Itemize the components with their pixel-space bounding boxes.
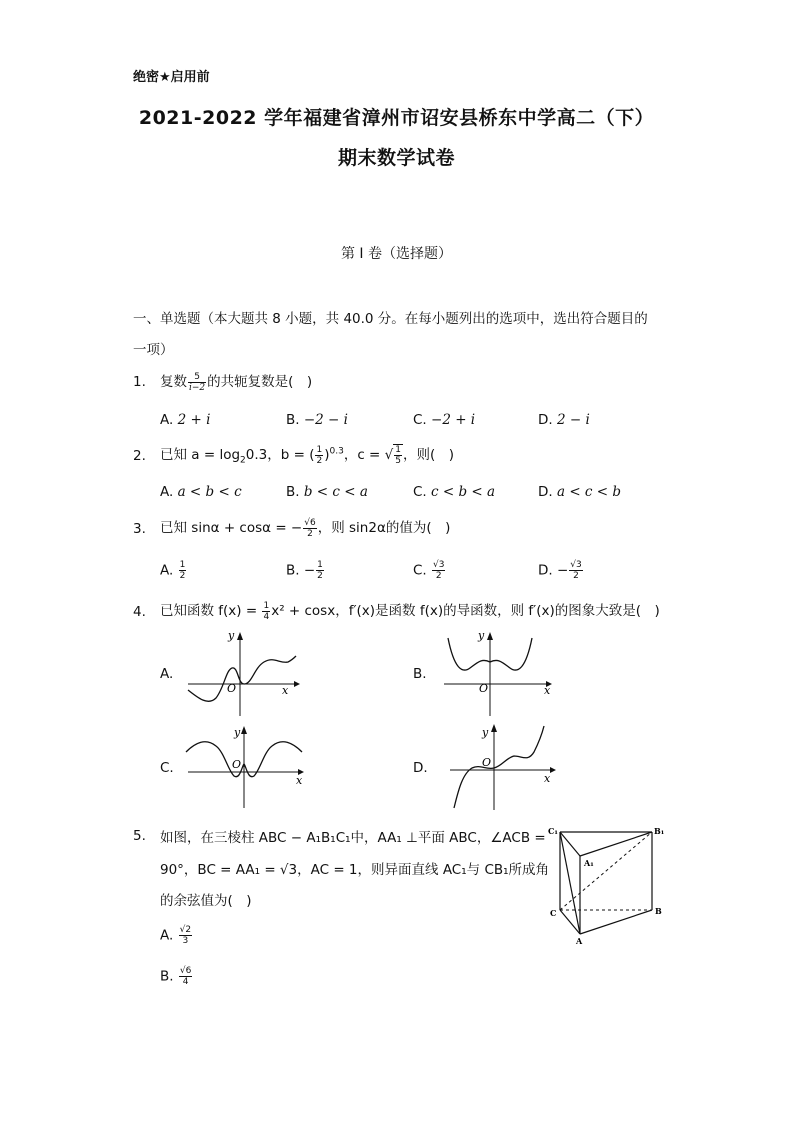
q2-mid: 0.3，b = ( [245,447,315,463]
q2-frac-num: 1 [316,444,323,455]
option-text: 2 + i [177,412,211,428]
edge-ab [580,910,652,934]
option-label: C. [413,562,427,579]
q2-log-base: 2 [240,455,246,466]
frac-den: 2 [435,571,442,581]
edge-a1b1 [580,832,652,856]
q4-option-a[interactable]: A. [160,666,174,682]
label-b1: B₁ [654,826,665,836]
q4-frac-den: 4 [263,611,270,622]
q3-frac-den: 2 [307,528,313,539]
q1-option-b[interactable] [286,412,348,428]
diag-cb1 [560,832,652,910]
q4-pre: 已知函数 f(x) = [160,603,262,619]
frac-den: 2 [317,571,323,581]
q2-option-a[interactable] [160,484,242,500]
question-number: 4. [133,604,146,620]
curve [188,656,296,701]
curve [454,726,544,808]
frac-num: √2 [179,925,192,935]
q1-option-a[interactable] [160,412,210,428]
option-text: a < c < b [556,484,622,500]
q4-post: x² + cosx，f′(x)是函数 f(x)的导函数，则 f′(x)的图象大致是( ) [271,603,660,619]
q2-c-part: ，c = [343,447,385,463]
x-arrow [294,681,300,687]
q3-post: ，则 sin2α的值为( ) [317,520,451,536]
section-heading-line1: 一、单选题（本大题共 8 小题，共 40.0 分。在每小题列出的选项中，选出符合题目的 [133,311,648,327]
option-label: C. [413,484,427,500]
q2-option-c[interactable] [413,484,495,500]
q5-option-b[interactable] [160,966,193,987]
graph-c[interactable] [182,722,306,812]
q1-option-d[interactable] [538,412,590,428]
x-arrow [550,767,556,773]
label-a: A [576,936,583,946]
q1-post: 的共轭复数是( ) [207,374,313,390]
frac-den: 2 [573,571,579,581]
x-label: x [296,774,303,787]
graph-a[interactable] [180,628,300,718]
section-heading-line2: 一项） [133,342,174,358]
option-text: a < b < c [177,484,242,500]
edge-c1a1 [560,832,580,856]
origin-label: O [227,682,237,695]
q3-option-a[interactable] [160,560,187,581]
q2-frac-den: 2 [316,455,323,466]
option-fraction [179,925,192,946]
option-text: b < c < a [303,484,368,500]
y-arrow [487,632,493,640]
q4-frac-num: 1 [263,600,270,611]
option-label: A. [160,412,174,428]
option-sign: − [556,562,569,579]
label-c: C [550,908,557,918]
frac-num: √6 [179,966,192,976]
x-label: x [544,772,551,785]
q4-option-b[interactable]: B. [413,666,427,682]
option-fraction [316,560,324,581]
option-fraction [179,966,192,987]
question-number: 3. [133,521,146,537]
option-text: 2 − i [556,412,590,428]
question-5-line1: 如图，在三棱柱 ABC − A₁B₁C₁中，AA₁ ⊥平面 ABC，∠ACB = [160,830,546,846]
secret-label: 绝密★启用前 [133,70,210,85]
frac-num: √3 [570,560,582,570]
y-arrow [237,632,243,640]
origin-label: O [482,756,492,769]
q2-option-b[interactable] [286,484,368,500]
option-sign: − [303,562,316,579]
q5-option-a[interactable] [160,925,193,946]
option-fraction [569,560,582,581]
option-label: C. [413,412,427,428]
label-b: B [655,906,662,916]
q2-paren: ) [324,447,330,463]
q3-option-b[interactable] [286,560,325,581]
origin-label: O [479,682,489,695]
q2-power: 0.3 [329,446,344,457]
option-label: B. [286,484,300,500]
frac-den: 4 [182,977,189,987]
x-label: x [282,684,289,697]
question-1-stem [160,370,312,393]
q2-root: √ $\frac{1}{5}$ [384,444,401,466]
exam-title-line2: 期末数学试卷 [337,147,455,169]
option-fraction [179,560,187,581]
y-label: y [478,629,485,642]
question-number: 2. [133,448,146,464]
frac-num: 1 [317,560,323,570]
q1-option-c[interactable] [413,412,475,428]
label-c1: C₁ [548,826,558,836]
q1-pre: 复数 [160,374,187,390]
frac-num: 1 [179,560,186,570]
q3-option-c[interactable] [413,560,446,581]
y-label: y [482,726,489,739]
q1-frac-num: 5 [188,372,206,383]
origin-label: O [232,758,242,771]
q2-fraction [315,445,323,466]
question-5-line2: 90°，BC = AA₁ = √3，AC = 1，则异面直线 AC₁与 CB₁所成角 [160,862,550,878]
q4-fraction [262,601,270,622]
q2-root-den: 5 [395,455,401,466]
q3-pre: 已知 sinα + cosα = − [160,520,303,536]
option-label: B. [160,968,174,985]
option-text: −2 − i [303,412,348,428]
q2-option-d[interactable] [538,484,621,500]
label-a1: A₁ [584,858,594,868]
q4-option-d[interactable]: D. [413,760,428,776]
y-arrow [491,724,497,732]
option-label: A. [160,927,174,944]
y-label: y [228,629,235,642]
volume-heading: 第 I 卷（选择题） [340,246,453,262]
edge-ca [560,910,580,934]
question-4-stem [160,599,660,622]
y-arrow [241,726,247,734]
q2-root-num: 1 [395,444,401,455]
frac-den: 3 [182,936,189,946]
diag-ac1 [560,832,580,934]
option-label: A. [160,562,174,579]
question-2-stem [160,443,454,466]
graph-d[interactable] [446,722,560,812]
q2-pre: 已知 a = log [160,447,241,463]
q3-frac-num: √6 [304,517,316,528]
graph-b[interactable] [436,628,556,718]
x-label: x [544,684,551,697]
exam-title-line1: 2021-2022 学年福建省漳州市诏安县桥东中学高二（下） [138,107,655,129]
q4-option-c[interactable]: C. [160,760,174,776]
option-label: B. [286,412,300,428]
frac-num: √3 [433,560,445,570]
q1-frac-den: i−2 [189,382,206,393]
option-label: D. [538,412,553,428]
question-number: 1. [133,374,146,390]
q1-fraction [188,372,206,393]
q3-fraction [303,518,316,539]
option-label: A. [160,484,174,500]
question-3-stem [160,516,450,539]
prism-figure [544,822,666,948]
y-label: y [234,726,241,739]
question-number: 5. [133,828,146,844]
option-text: c < b < a [431,484,496,500]
frac-den: 2 [179,571,186,581]
option-label: B. [286,562,300,579]
q2-post: ，则( ) [403,447,455,463]
option-label: D. [538,484,553,500]
q3-option-d[interactable] [538,560,584,581]
option-text: −2 + i [431,412,476,428]
question-5-line3: 的余弦值为( ) [160,893,252,909]
option-fraction [432,560,445,581]
option-label: D. [538,562,553,579]
